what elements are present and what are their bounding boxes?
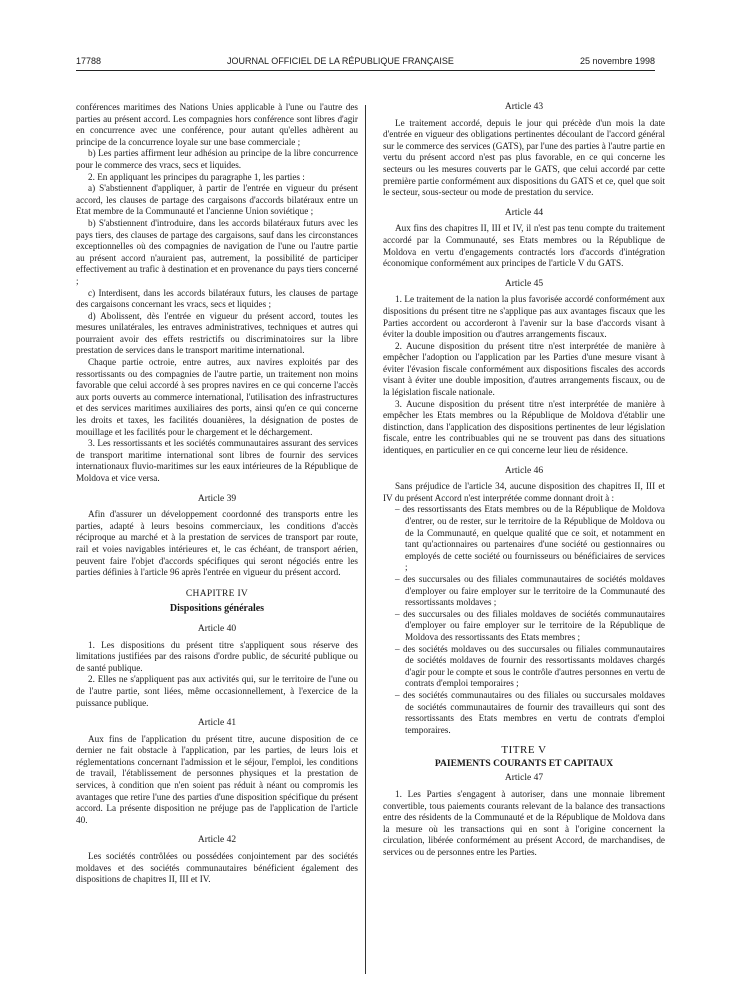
header-rule [76, 70, 655, 71]
list-item: – des succursales ou des filiales communautaires de sociétés moldaves d'employer ou faire employer sur le territoire de la Communauté des ressortissants moldaves ; [383, 574, 665, 609]
column-divider [365, 105, 366, 974]
list-item: – des ressortissants des Etats membres ou de la République de Moldova d'entrer, ou de rester, sur le territoire de la République de Moldova ou de la Communauté, en quelque qualité que ce soit, et notamment en tant qu'actionnaires ou partenaires d'une société ou gestionnaires ou employés de cette société ou fournisseurs ou bénéficiaires de services ; [383, 504, 665, 574]
titre-title: PAIEMENTS COURANTS ET CAPITAUX [434, 758, 614, 769]
article-44-heading: Article 44 [504, 207, 544, 218]
paragraph: d) Abolissent, dès l'entrée en vigueur du présent accord, toutes les mesures unilatérales, les entraves administratives, techniques et autres qui pourraient avoir des effets restrictifs ou discriminatoires sur la libre prestation de services dans le transport maritime international. [76, 310, 358, 356]
issue-date: 25 novembre 1998 [579, 56, 655, 66]
paragraph: b) Les parties affirment leur adhésion au principe de la libre concurrence pour le commerce des vracs, secs et liquides. [76, 148, 358, 170]
article-47-heading: Article 47 [504, 773, 544, 784]
paragraph: 3. Les ressortissants et les sociétés communautaires assurant des services de transport maritime international sont libres de fournir des services internationaux fluvio-maritimes sur les eaux intérieures de la République de Moldova et vice versa. [76, 438, 358, 483]
article-43-heading: Article 43 [504, 102, 544, 112]
paragraph: conférences maritimes des Nations Unies applicable à l'une ou l'autre des parties au présent accord. Les compagnies hors conférence sont libres d'agir en concurrence avec une conférence, pour autant qu'elles adhèrent au principe de la concurrence loyale sur une base commerciale ; [76, 102, 358, 147]
page-header [76, 54, 655, 68]
paragraph: 3. Aucune disposition du présent titre n'est interprétée de manière à empêcher les Etats membres ou la République de Moldova d'établir une distinction, dans l'application des dispositions pertinentes de leur législation fiscale, entre les contribuables qui ne se trouvent pas dans des situations identiques, en particulier en ce qui concerne leur lieu de résidence. [383, 398, 665, 456]
paragraph: 2. Aucune disposition du présent titre n'est interprétée de manière à empêcher l'adoption ou l'application par les Parties d'une mesure visant à éviter l'évasion fiscale conformément aux dispositions fiscales des accords visant à éviter une double imposition, d'autres arrangements fiscaux, ou de la législation fiscale nationale. [383, 340, 665, 398]
article-46-heading: Article 46 [504, 465, 544, 476]
paragraph: c) Interdisent, dans les accords bilatéraux futurs, les clauses de partage des cargaisons concernant les vracs, secs et liquides ; [76, 287, 358, 310]
article-40-heading: Article 40 [197, 623, 237, 634]
article-46-list [383, 504, 665, 736]
paragraph: Sans préjudice de l'article 34, aucune disposition des chapitres II, III et IV du présent Accord n'est interprétée comme donnant droit à : [383, 481, 665, 503]
list-item: – des succursales ou des filiales moldaves de sociétés communautaires d'employer ou faire employer sur le territoire de la République de Moldova des ressortissants des Etats membres ; [383, 609, 665, 644]
paragraph: 1. Le traitement de la nation la plus favorisée accordé conformément aux dispositions du présent titre ne s'applique pas aux avantages fiscaux que les Parties accordent ou accorderont à l'avenir sur la base d'accords visant à éviter la double imposition ou d'autres arrangements fiscaux. [383, 294, 665, 340]
paragraph: 1. Les dispositions du présent titre s'appliquent sous réserve des limitations justifiées par des raisons d'ordre public, de sécurité publique ou de santé publique. [76, 639, 358, 673]
article-41-heading: Article 41 [197, 718, 237, 729]
paragraph: 2. En appliquant les principes du paragraphe 1, les parties : [88, 171, 305, 182]
chapter-title: Dispositions générales [169, 603, 265, 615]
article-45-heading: Article 45 [504, 278, 544, 289]
paragraph: b) S'abstiennent d'introduire, dans les accords bilatéraux futurs avec les pays tiers, des clauses de partage des cargaisons, sauf dans les circonstances exceptionnelles où des compagnies de navigation de l'une ou l'autre partie au présent accord n'auraient pas, autrement, la possibilité de participer effectivement au trafic à destination et en provenance du pays tiers concerné ; [76, 217, 358, 286]
paragraph: a) S'abstiennent d'appliquer, à partir de l'entrée en vigueur du présent accord, les clauses de partage des cargaisons d'accords bilatéraux entre un Etat membre de la Communauté et l'ancienne Union soviétique ; [76, 183, 358, 217]
paragraph: Les sociétés contrôlées ou possédées conjointement par des sociétés moldaves et des sociétés communautaires bénéficient également des dispositions de chapitres II, III et IV. [76, 851, 358, 885]
list-item: – des sociétés communautaires ou des filiales ou succursales moldaves de sociétés communautaires de fournir des travailleurs qui sont des ressortissants des Etats membres en vertu de contrats d'emploi temporaires. [383, 690, 665, 736]
paragraph: Chaque partie octroie, entre autres, aux navires exploités par des ressortissants ou des compagnies de l'autre partie, un traitement non moins favorable que celui accordé à ses propres navires en ce qui concerne l'accès aux ports ouverts au commerce international, l'utilisation des infrastructures et des services maritimes auxiliaires des ports, ainsi qu'en ce qui concerne les droits et taxes, les facilités douanières, la désignation de postes de mouillage et les facilités pour le chargement et le déchargement. [76, 357, 358, 437]
list-item: – des sociétés moldaves ou des succursales ou filiales communautaires de sociétés moldaves de fournir des ressortissants moldaves chargés d'agir pour le compte et sous le contrôle d'autres personnes en vertu de contrats d'emploi temporaires ; [383, 644, 665, 690]
chapter-label: CHAPITRE IV [185, 588, 249, 599]
paragraph: 1. Les Parties s'engagent à autoriser, dans une monnaie librement convertible, tous paiements courants relevant de la balance des transactions entre des résidents de la Communauté et de la République de Moldova dans la mesure où les transactions qui en sont à l'origine concernent la circulation, libérée conformément au présent Accord, de marchandises, de services ou de personnes entre les Parties. [383, 789, 665, 858]
intro-section [76, 102, 358, 485]
paragraph: 2. Elles ne s'appliquent pas aux activités qui, sur le territoire de l'une ou de l'autre partie, sont liées, même occasionnellement, à l'exercice de la puissance publique. [76, 674, 358, 708]
article-39-heading: Article 39 [197, 493, 237, 504]
right-column [383, 102, 665, 859]
titre-label: TITRE V [501, 744, 547, 757]
article-42-heading: Article 42 [197, 835, 237, 846]
journal-title: JOURNAL OFFICIEL DE LA RÉPUBLIQUE FRANÇAISE [227, 56, 454, 66]
left-column [76, 102, 358, 886]
paragraph: Le traitement accordé, depuis le jour qui précède d'un mois la date d'entrée en vigueur des obligations pertinentes découlant de l'accord général sur le commerce des services (GATS), par l'une des parties à l'autre partie en vertu du présent accord n'est pas plus favorable, en ce qui concerne les secteurs ou les mesures couverts par le GATS, que celui accordé par cette première partie conformément aux dispositions du GATS et ce, quel que soit le secteur, sous-secteur ou mode de prestation du service. [383, 117, 665, 198]
paragraph: Aux fins de l'application du présent titre, aucune disposition de ce dernier ne fait obstacle à l'application, par les parties, de leurs lois et réglementations concernant l'admission et le séjour, l'emploi, les conditions de travail, l'établissement de personnes physiques et la prestation de services, à condition que n'en soient pas réduit à néant ou compromis les avantages que retire l'une des parties d'une disposition spécifique du présent accord. La présente disposition ne préjuge pas de l'application de l'article 40. [76, 733, 358, 825]
paragraph: Afin d'assurer un développement coordonné des transports entre les parties, adapté à leurs besoins commerciaux, les conditions d'accès réciproque au marché et à la prestation de services de transport par route, rail et voies navigables intérieures et, le cas échéant, de transport aérien, peuvent faire l'objet d'accords spécifiques qui seront négociés entre les parties définies à l'article 96 après l'entrée en vigueur du présent accord. [76, 509, 358, 578]
paragraph: Aux fins des chapitres II, III et IV, il n'est pas tenu compte du traitement accordé par la Communauté, ses Etats membres ou la République de Moldova en vertu d'engagements contractés lors d'accords d'intégration économique conformément aux principes de l'article V du GATS. [383, 223, 665, 269]
page-number: 17788 [76, 56, 102, 66]
